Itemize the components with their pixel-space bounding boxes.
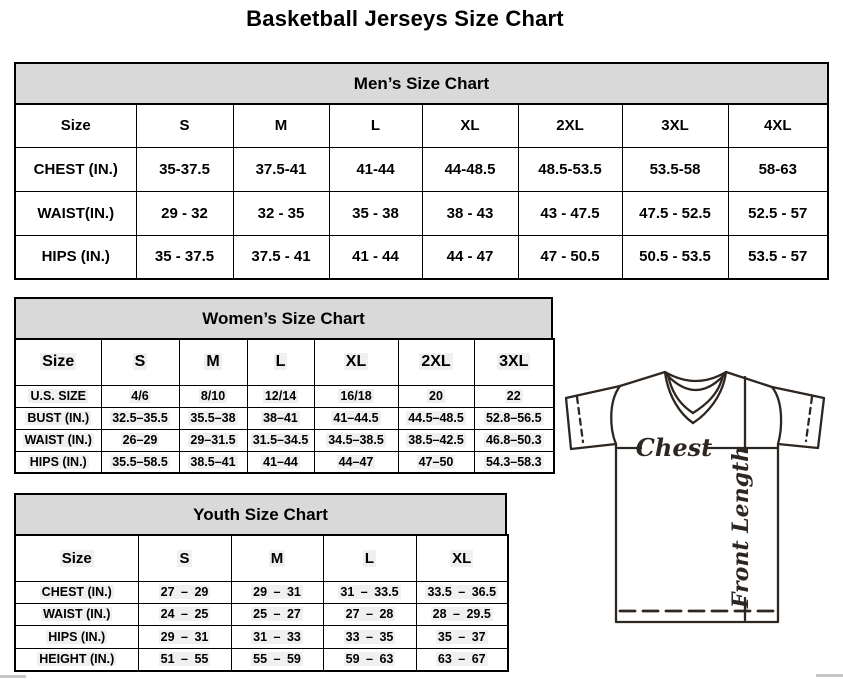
size-value-cell xyxy=(323,648,416,671)
size-value-cell xyxy=(398,451,474,473)
size-value-cell-text: 51 – 55 xyxy=(160,652,209,667)
column-header xyxy=(474,339,554,385)
size-value-cell xyxy=(138,648,231,671)
size-value-cell-text: 27 – 29 xyxy=(160,585,209,599)
measurement-row xyxy=(15,429,554,451)
size-value-cell: 50.5 - 53.5 xyxy=(622,235,728,279)
row-label xyxy=(15,603,138,625)
page-title: Basketball Jerseys Size Chart xyxy=(246,6,564,31)
size-value-cell xyxy=(179,429,247,451)
size-value-cell: 35 - 37.5 xyxy=(136,235,233,279)
size-value-cell-text: 4/6 xyxy=(131,389,149,403)
size-value-cell xyxy=(138,603,231,625)
column-header: M xyxy=(233,104,329,147)
size-value-cell-text: 32.5–35.5 xyxy=(112,411,168,425)
column-header xyxy=(15,535,138,581)
size-value-cell xyxy=(179,407,247,429)
size-value-cell xyxy=(474,407,554,429)
measurement-row xyxy=(15,603,508,625)
column-header: Size xyxy=(15,104,136,147)
chest-label: Chest xyxy=(635,433,713,462)
size-value-cell xyxy=(138,625,231,648)
column-header xyxy=(247,339,314,385)
size-value-cell: 58-63 xyxy=(728,147,828,191)
size-value-cell-text: 26–29 xyxy=(122,433,158,447)
size-value-cell-text: 55 – 59 xyxy=(253,652,301,667)
size-value-cell xyxy=(231,603,323,625)
column-header-text: Size xyxy=(42,353,75,371)
size-value-cell xyxy=(416,625,508,648)
measurement-row xyxy=(15,191,828,235)
column-header xyxy=(314,339,398,385)
measurement-row xyxy=(15,385,554,407)
size-value-cell xyxy=(416,581,508,603)
size-value-cell-text: 31 – 33 xyxy=(253,629,301,644)
size-value-cell-text: 20 xyxy=(429,389,443,403)
row-label xyxy=(15,625,138,648)
size-value-cell-text: 29 – 31 xyxy=(160,629,209,644)
size-value-cell xyxy=(101,407,179,429)
column-header-text: XL xyxy=(345,353,367,371)
column-header xyxy=(323,535,416,581)
size-value-cell-text: 22 xyxy=(506,389,521,403)
size-value-cell: 52.5 - 57 xyxy=(728,191,828,235)
row-label-text: CHEST (IN.) xyxy=(41,585,112,599)
size-value-cell xyxy=(179,451,247,473)
measurement-row xyxy=(15,648,508,671)
size-value-cell: 47.5 - 52.5 xyxy=(622,191,728,235)
size-value-cell xyxy=(101,451,179,473)
size-value-cell-text: 34.5–38.5 xyxy=(328,433,384,447)
size-value-cell: 37.5 - 41 xyxy=(233,235,329,279)
column-header-text: M xyxy=(206,353,220,371)
size-value-cell-text: 8/10 xyxy=(200,389,226,403)
size-value-cell: 29 - 32 xyxy=(136,191,233,235)
size-value-cell: 44-48.5 xyxy=(422,147,518,191)
size-value-cell xyxy=(314,407,398,429)
row-label-text: U.S. SIZE xyxy=(30,389,87,403)
size-value-cell xyxy=(247,407,314,429)
size-value-cell xyxy=(231,581,323,603)
row-label-text: HIPS (IN.) xyxy=(29,454,87,469)
column-header: S xyxy=(136,104,233,147)
size-value-cell-text: 33.5 – 36.5 xyxy=(427,585,497,599)
size-value-cell xyxy=(416,648,508,671)
measurement-row xyxy=(15,451,554,473)
size-value-cell: 35 - 38 xyxy=(329,191,422,235)
mens-chart-header: Men’s Size Chart xyxy=(14,62,829,103)
size-value-cell xyxy=(416,603,508,625)
column-header: 4XL xyxy=(728,104,828,147)
size-value-cell xyxy=(474,451,554,473)
size-value-cell: 47 - 50.5 xyxy=(518,235,622,279)
row-label xyxy=(15,407,101,429)
scrollbar-fragment-right xyxy=(816,674,843,677)
column-header xyxy=(138,535,231,581)
row-label-text: BUST (IN.) xyxy=(27,411,90,425)
front-length-label: Front Length xyxy=(728,445,754,609)
size-value-cell: 38 - 43 xyxy=(422,191,518,235)
size-value-cell: 44 - 47 xyxy=(422,235,518,279)
size-value-cell-text: 54.3–58.3 xyxy=(485,454,542,469)
row-label xyxy=(15,451,101,473)
size-value-cell-text: 27 – 28 xyxy=(345,607,394,621)
size-value-cell xyxy=(247,385,314,407)
womens-size-chart-section xyxy=(14,297,553,474)
size-value-cell xyxy=(398,407,474,429)
row-label-text: HEIGHT (IN.) xyxy=(39,652,115,667)
size-header-row xyxy=(15,104,828,147)
row-label xyxy=(15,429,101,451)
size-value-cell xyxy=(101,385,179,407)
size-value-cell xyxy=(474,385,554,407)
size-value-cell xyxy=(398,429,474,451)
size-value-cell: 48.5-53.5 xyxy=(518,147,622,191)
size-value-cell-text: 46.8–50.3 xyxy=(485,433,542,447)
size-value-cell-text: 33 – 35 xyxy=(345,629,394,644)
jersey-outline-icon xyxy=(566,372,824,622)
size-value-cell-text: 29–31.5 xyxy=(190,433,236,447)
measurement-row xyxy=(15,235,828,279)
measurement-row xyxy=(15,581,508,603)
column-header xyxy=(101,339,179,385)
size-value-cell-text: 41–44 xyxy=(263,454,298,469)
size-value-cell: 53.5 - 57 xyxy=(728,235,828,279)
size-value-cell xyxy=(314,429,398,451)
size-value-cell-text: 38–41 xyxy=(263,411,298,425)
size-value-cell: 53.5-58 xyxy=(622,147,728,191)
column-header xyxy=(15,339,101,385)
measurement-row xyxy=(15,625,508,648)
column-header xyxy=(179,339,247,385)
size-value-cell-text: 24 – 25 xyxy=(160,607,209,621)
size-value-cell-text: 47–50 xyxy=(418,454,454,469)
column-header-text: S xyxy=(134,353,146,371)
youth-size-chart-section xyxy=(14,493,507,672)
jersey-diagram xyxy=(556,358,842,630)
column-header-text: 2XL xyxy=(421,353,451,371)
column-header: XL xyxy=(422,104,518,147)
size-value-cell-text: 12/14 xyxy=(264,389,297,403)
measurement-row xyxy=(15,407,554,429)
measurement-row xyxy=(15,147,828,191)
size-value-cell: 41-44 xyxy=(329,147,422,191)
column-header-text: S xyxy=(179,549,190,567)
size-value-cell: 41 - 44 xyxy=(329,235,422,279)
size-value-cell xyxy=(398,385,474,407)
column-header xyxy=(398,339,474,385)
size-value-cell-text: 35.5–58.5 xyxy=(112,454,168,469)
column-header xyxy=(231,535,323,581)
size-value-cell xyxy=(314,385,398,407)
column-header-text: L xyxy=(364,549,375,567)
size-value-cell xyxy=(247,429,314,451)
mens-size-chart-section xyxy=(14,62,829,280)
row-label: CHEST (IN.) xyxy=(15,147,136,191)
size-value-cell-text: 29 – 31 xyxy=(253,585,301,599)
mens-size-table xyxy=(14,103,829,280)
size-value-cell-text: 38.5–42.5 xyxy=(408,433,464,447)
column-header-text: 3XL xyxy=(499,353,529,371)
row-label-text: WAIST (IN.) xyxy=(43,607,111,621)
youth-chart-header: Youth Size Chart xyxy=(14,493,507,534)
size-value-cell xyxy=(323,581,416,603)
size-value-cell-text: 16/18 xyxy=(340,389,372,403)
row-label: WAIST(IN.) xyxy=(15,191,136,235)
size-value-cell-text: 31.5–34.5 xyxy=(252,433,309,447)
size-value-cell xyxy=(247,451,314,473)
column-header-text: L xyxy=(275,353,286,371)
size-value-cell-text: 44–47 xyxy=(338,454,374,469)
size-header-row xyxy=(15,339,554,385)
size-value-cell: 32 - 35 xyxy=(233,191,329,235)
size-value-cell: 43 - 47.5 xyxy=(518,191,622,235)
size-value-cell-text: 28 – 29.5 xyxy=(432,607,491,621)
size-value-cell xyxy=(138,581,231,603)
column-header: L xyxy=(329,104,422,147)
size-value-cell: 35-37.5 xyxy=(136,147,233,191)
scrollbar-fragment-left xyxy=(0,675,26,678)
size-value-cell xyxy=(323,603,416,625)
row-label: HIPS (IN.) xyxy=(15,235,136,279)
size-value-cell-text: 63 – 67 xyxy=(437,652,486,667)
youth-size-table xyxy=(14,534,509,672)
row-label-text: HIPS (IN.) xyxy=(48,629,106,644)
womens-size-table xyxy=(14,338,555,474)
size-value-cell xyxy=(231,625,323,648)
row-label xyxy=(15,581,138,603)
womens-chart-header: Women’s Size Chart xyxy=(14,297,553,338)
column-header-text: Size xyxy=(61,549,92,567)
row-label xyxy=(15,385,101,407)
size-header-row xyxy=(15,535,508,581)
size-value-cell xyxy=(179,385,247,407)
size-value-cell-text: 25 – 27 xyxy=(253,607,301,621)
size-value-cell: 37.5-41 xyxy=(233,147,329,191)
size-value-cell-text: 59 – 63 xyxy=(345,652,394,667)
size-value-cell xyxy=(314,451,398,473)
size-value-cell-text: 35.5–38 xyxy=(190,411,236,425)
size-value-cell-text: 52.8–56.5 xyxy=(485,411,542,425)
size-value-cell xyxy=(101,429,179,451)
size-value-cell-text: 35 – 37 xyxy=(437,629,486,644)
column-header: 3XL xyxy=(622,104,728,147)
size-value-cell xyxy=(323,625,416,648)
size-value-cell-text: 44.5–48.5 xyxy=(408,411,464,425)
column-header: 2XL xyxy=(518,104,622,147)
size-value-cell xyxy=(231,648,323,671)
row-label xyxy=(15,648,138,671)
column-header xyxy=(416,535,508,581)
size-value-cell xyxy=(474,429,554,451)
size-value-cell-text: 38.5–41 xyxy=(190,454,236,469)
column-header-text: M xyxy=(270,549,284,567)
size-value-cell-text: 41–44.5 xyxy=(333,411,379,425)
size-value-cell-text: 31 – 33.5 xyxy=(340,585,399,599)
column-header-text: XL xyxy=(452,549,472,567)
row-label-text: WAIST (IN.) xyxy=(24,433,92,447)
